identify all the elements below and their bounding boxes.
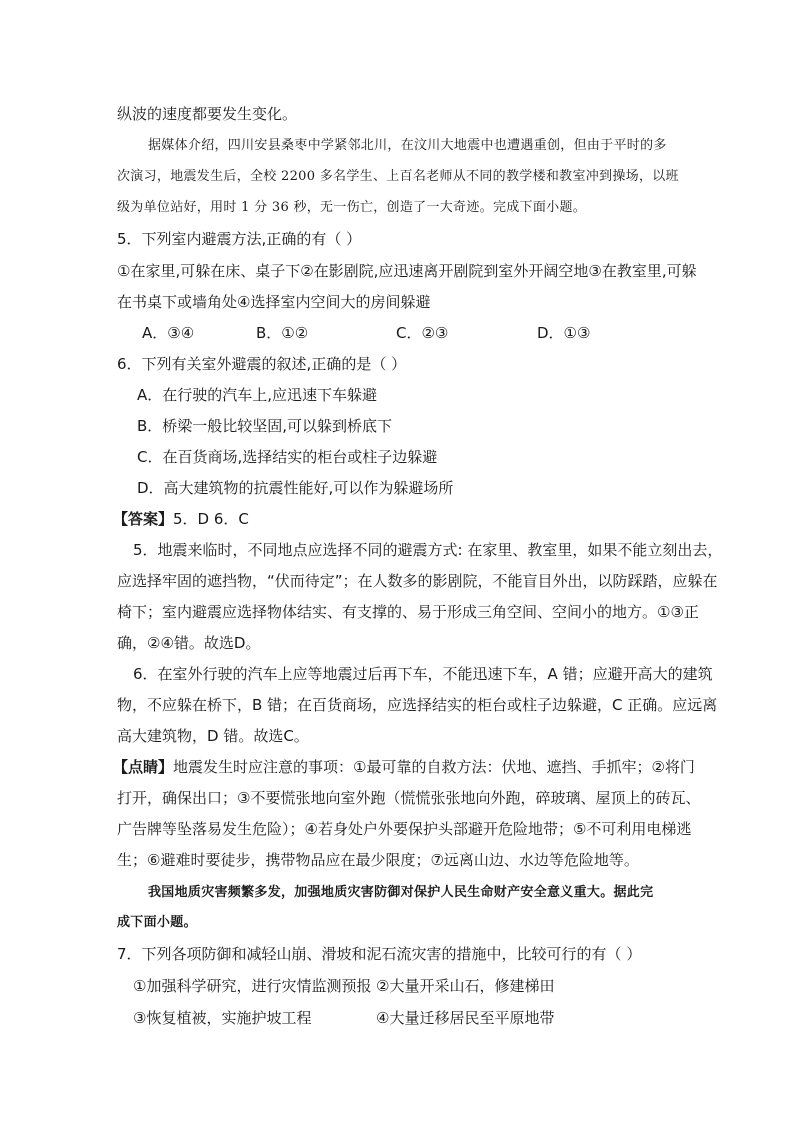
question-5-statements: ①在家里,可躲在床、桌子下②在影剧院,应迅速离开剧院到室外开阔空地③在教室里,可躲	[117, 262, 697, 280]
question-6-option-c: C．在百货商场,选择结实的柜台或柱子边躲避	[137, 448, 438, 466]
question-7-statement-1: ①加强科学研究，进行灾情监测预报	[133, 977, 372, 995]
answer-tag: 【答案】	[113, 510, 174, 528]
question-7: 7．下列各项防御和减轻山崩、滑坡和泥石流灾害的措施中，比较可行的有（ ）	[117, 945, 642, 963]
question-6: 6．下列有关室外避震的叙述,正确的是（ ）	[117, 355, 407, 373]
passage-line: 据媒体介绍，四川安县桑枣中学紧邻北川，在汶川大地震中也遭遇重创，但由于平时的多	[148, 138, 667, 153]
explanation-line: 确，②④错。故选D。	[117, 634, 261, 652]
text-line: 纵波的速度都要发生变化。	[117, 105, 298, 123]
tip-line: 打开，确保出口；③不要慌张地向室外跑（慌慌张张地向外跑，碎玻璃、屋顶上的砖瓦、	[117, 789, 701, 807]
question-5: 5．下列室内避震方法,正确的有（ ）	[117, 230, 362, 248]
tip-line: 生；⑥避难时要徒步，携带物品应在最少限度；⑦远离山边、水边等危险地等。	[117, 851, 639, 869]
option-a: A．③④	[142, 324, 195, 342]
passage-line: 级为单位站好，用时 1 分 36 秒，无一伤亡，创造了一大奇迹。完成下面小题。	[117, 200, 587, 215]
tip-line	[113, 757, 695, 777]
question-6-option-b: B．桥梁一般比较坚固,可以躲到桥底下	[137, 417, 393, 435]
explanation-line: 5．地震来临时，不同地点应选择不同的避震方式: 在家里、教室里，如果不能立刻出去，	[133, 541, 723, 559]
explanation-line: 物，不应躲在桥下，B 错；在百货商场，应选择结实的柜台或柱子边躲避，C 正确。应远离	[117, 696, 718, 714]
option-c: C．②③	[396, 324, 449, 342]
option-b: B．①②	[256, 324, 309, 342]
question-6-option-d: D．高大建筑物的抗震性能好,可以作为躲避场所	[137, 479, 454, 497]
answer-body: 5．D 6．C	[173, 510, 249, 528]
explanation-line: 6．在室外行驶的汽车上应等地震过后再下车，不能迅速下车，A 错；应避开高大的建筑	[133, 665, 713, 683]
explanation-line: 应选择牢固的遮挡物，“伏而待定”；在人数多的影剧院，不能盲目外出，以防踩踏，应躲在	[117, 572, 718, 590]
explanation-line: 椅下；室内避震应选择物体结实、有支撑的、易于形成三角空间、空间小的地方。①③正	[117, 603, 699, 621]
option-d: D．①③	[537, 324, 591, 342]
passage-line: 次演习，地震发生后，全校 2200 多名学生、上百名老师从不同的教学楼和教室冲到操场，以班	[117, 169, 679, 184]
question-7-statement-2: ②大量开采山石，修建梯田	[376, 977, 555, 995]
question-6-option-a: A．在行驶的汽车上,应迅速下车躲避	[137, 386, 378, 404]
tip-body: 地震发生时应注意的事项：①最可靠的自救方法：伏地、遮挡、手抓牢；②将门	[173, 758, 695, 776]
passage-line: 我国地质灾害频繁多发，加强地质灾害防御对保护人民生命财产安全意义重大。据此完	[148, 885, 654, 900]
question-7-statement-3: ③恢复植被，实施护坡工程	[133, 1009, 312, 1027]
tip-line: 广告牌等坠落易发生危险）；④若身处户外要保护头部避开危险地带；⑤不可利用电梯逃	[117, 820, 692, 838]
passage-line: 成下面小题。	[117, 915, 197, 930]
question-7-statement-4: ④大量迁移居民至平原地带	[376, 1009, 555, 1027]
explanation-line: 高大建筑物，D 错。故选C。	[117, 727, 309, 745]
tip-tag: 【点睛】	[113, 758, 174, 776]
answer-line	[113, 509, 249, 529]
question-5-statements: 在书桌下或墙角处④选择室内空间大的房间躲避	[117, 293, 431, 311]
